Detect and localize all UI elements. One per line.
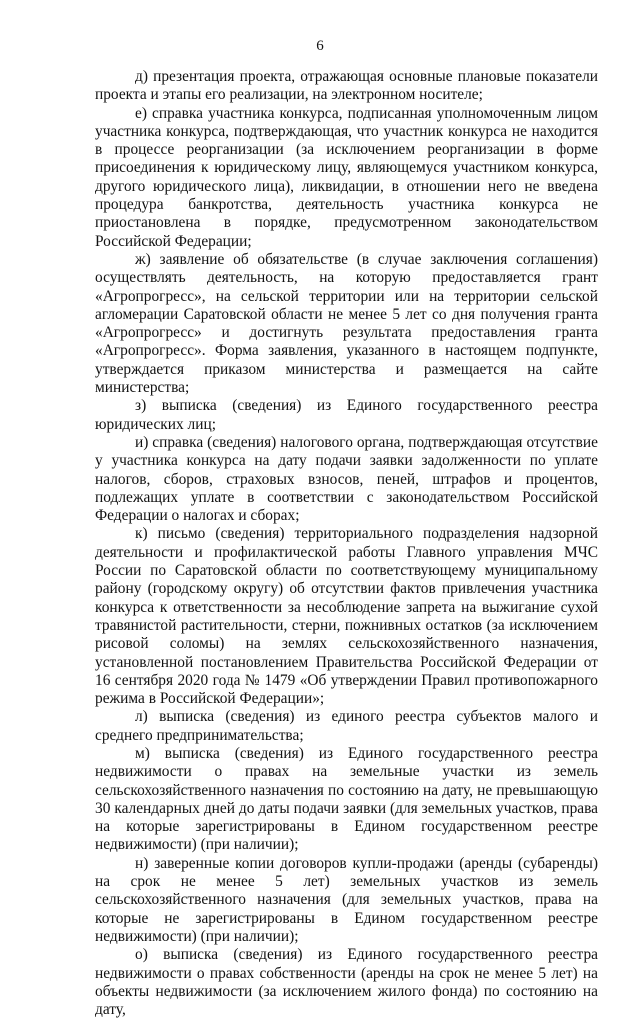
paragraph-e: е) справка участника конкурса, подписанная уполномоченным лицом участника конкурса, подтверждающая, что участник конкурса не находится в процессе реорганизации (за исключением реорганизации в форме присоединения к юридическому лицу, являющемуся участником конкурса, другого юридического лица), ликвидации, в отношении него не введена процедура банкротства, деятельность участника конкурса не приостановлена в порядке, предусмотренном законодательством Российской Федерации; [95,104,598,250]
document-body [95,68,598,1019]
paragraph-o: о) выписка (сведения) из Единого государственного реестра недвижимости о правах собственности (аренды на срок не менее 5 лет) на объекты недвижимости (за исключением жилого фонда) по состоянию на дату, [95,946,598,1019]
paragraph-n: н) заверенные копии договоров купли-продажи (аренды (субаренды) на срок не менее 5 лет) земельных участков из земель сельскохозяйственного назначения (для земельных участков, права на которые не зарегистрированы в Едином государственном реестре недвижимости) (при наличии); [95,854,598,945]
page-number: 6 [316,38,324,54]
paragraph-k: к) письмо (сведения) территориального подразделения надзорной деятельности и профилактической работы Главного управления МЧС России по Саратовской области по соответствующему муниципальному району (городскому округу) об отсутствии фактов привлечения участника конкурса к ответственности за несоблюдение запрета на выжигание сухой травянистой растительности, стерни, пожнивных остатков (за исключением рисовой соломы) на землях сельскохозяйственного назначения, установленной постановлением Правительства Российской Федерации от 16 сентября 2020 года № 1479 «Об утверждении Правил противопожарного режима в Российской Федерации»; [95,525,598,708]
paragraph-i: и) справка (сведения) налогового органа, подтверждающая отсутствие у участника конкурса на дату подачи заявки задолженности по уплате налогов, сборов, страховых взносов, пеней, штрафов и процентов, подлежащих уплате в соответствии с законодательством Российской Федерации о налогах и сборах; [95,433,598,525]
paragraph-z: з) выписка (сведения) из Единого государственного реестра юридических лиц; [95,397,598,433]
paragraph-zh: ж) заявление об обязательстве (в случае заключения соглашения) осуществлять деятельность, на которую предоставляется грант «Агропрогресс», на сельской территории или на территории сельской агломерации Саратовской области не менее 5 лет со дня получения гранта «Агропрогресс» и достигнуть результата предоставления гранта «Агропрогресс». Форма заявления, указанного в настоящем подпункте, утверждается приказом министерства и размещается на сайте министерства; [95,250,598,397]
paragraph-m: м) выписка (сведения) из Единого государственного реестра недвижимости о правах на земельные участки из земель сельскохозяйственного назначения по состоянию на дату, не превышающую 30 календарных дней до даты подачи заявки (для земельных участков, права на которые зарегистрированы в Едином государственном реестре недвижимости) (при наличии); [95,744,598,854]
paragraph-l: л) выписка (сведения) из единого реестра субъектов малого и среднего предпринимательства; [95,708,598,744]
paragraph-d: д) презентация проекта, отражающая основные плановые показатели проекта и этапы его реализации, на электронном носителе; [95,68,598,104]
